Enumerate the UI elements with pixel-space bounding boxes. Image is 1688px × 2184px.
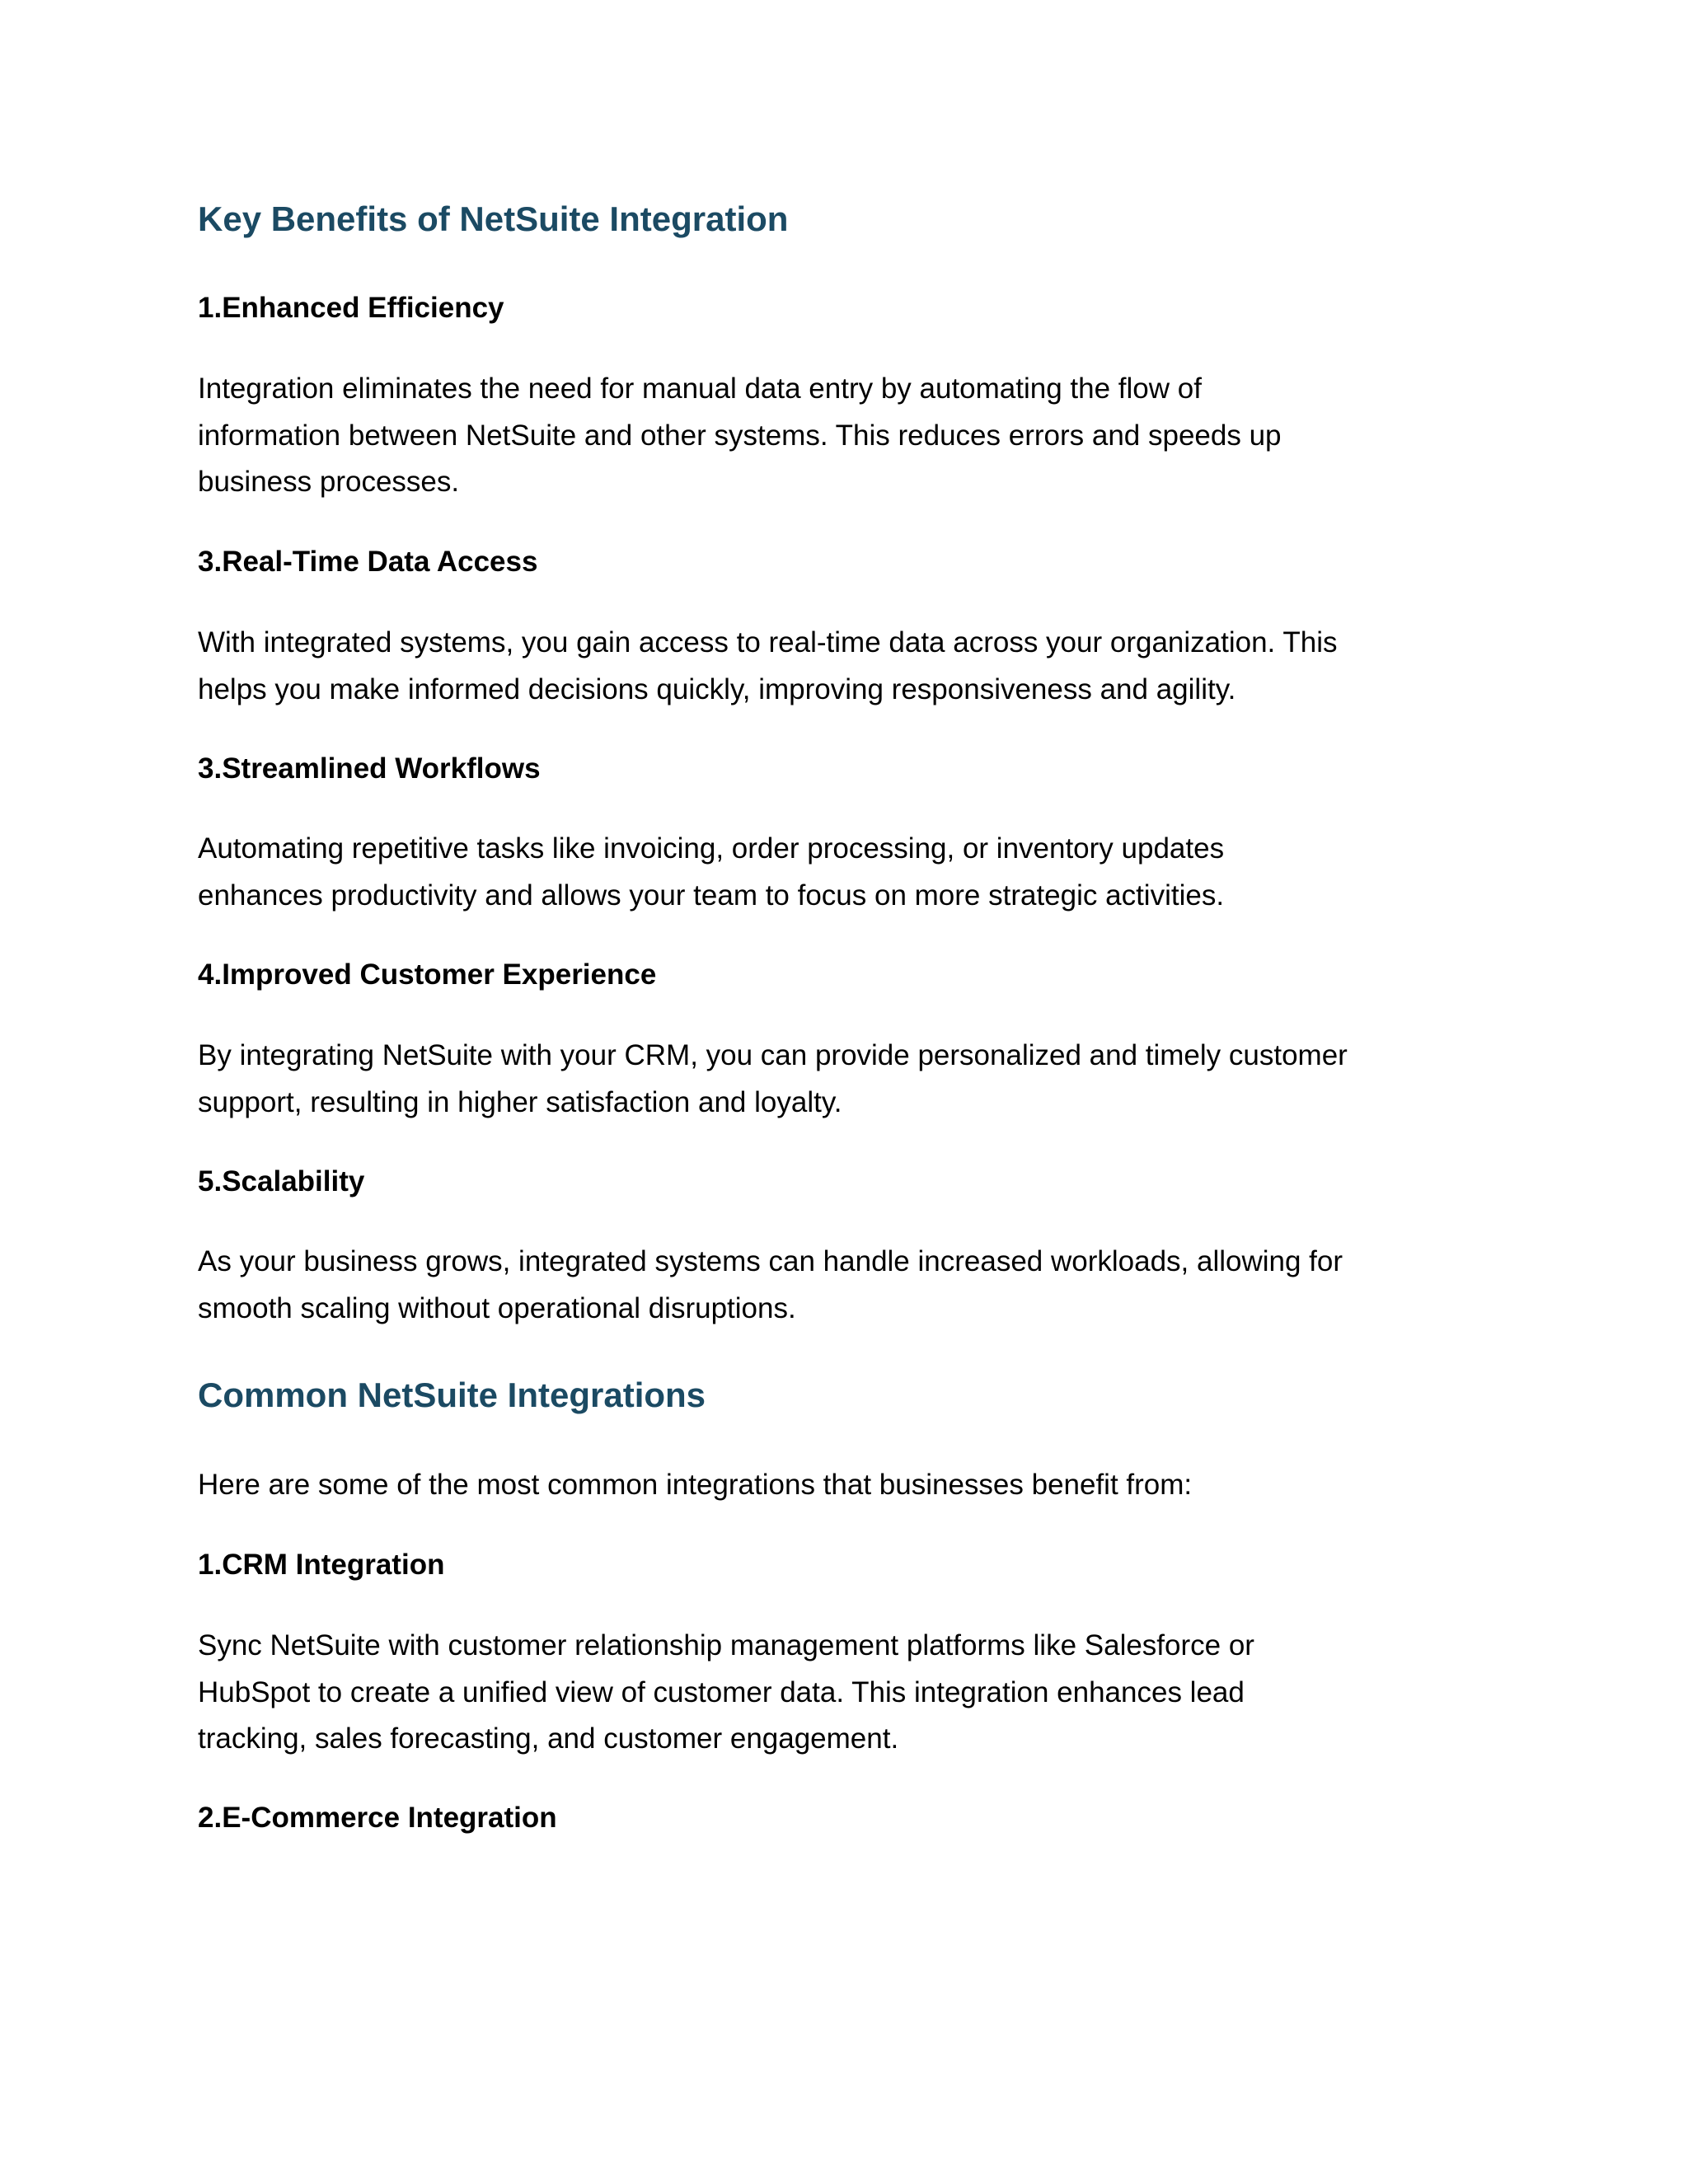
item-title-streamlined-workflows: 3.Streamlined Workflows: [198, 752, 541, 785]
section-heading-key-benefits: Key Benefits of NetSuite Integration: [198, 199, 789, 238]
text-line: enhances productivity and allows your team to focus on more strategic activities.: [198, 879, 1225, 912]
text-line: With integrated systems, you gain access to real-time data across your organization. This: [198, 626, 1338, 658]
text-line: Integration eliminates the need for manual data entry by automating the flow of: [198, 373, 1202, 405]
section-intro: [198, 1462, 1500, 1509]
item-title-real-time-data-access: 3.Real-Time Data Access: [198, 546, 538, 578]
section-heading-common-integrations: Common NetSuite Integrations: [198, 1376, 706, 1414]
text-line: information between NetSuite and other systems. This reduces errors and speeds up: [198, 419, 1282, 452]
text-line: By integrating NetSuite with your CRM, you can provide personalized and timely customer: [198, 1039, 1348, 1071]
item-title-scalability: 5.Scalability: [198, 1165, 365, 1197]
item-body-enhanced-efficiency: [198, 366, 1500, 506]
text-line: Here are some of the most common integrations that businesses benefit from:: [198, 1469, 1193, 1501]
item-body-streamlined-workflows: [198, 826, 1500, 919]
item-title-ecommerce-integration: 2.E-Commerce Integration: [198, 1802, 557, 1834]
item-body-improved-customer-experience: [198, 1033, 1500, 1126]
text-line: tracking, sales forecasting, and customer engagement.: [198, 1722, 899, 1755]
item-title-improved-customer-experience: 4.Improved Customer Experience: [198, 958, 657, 991]
item-title-crm-integration: 1.CRM Integration: [198, 1549, 445, 1581]
item-body-real-time-data-access: [198, 620, 1500, 713]
text-line: support, resulting in higher satisfaction and loyalty.: [198, 1085, 842, 1118]
text-line: HubSpot to create a unified view of customer data. This integration enhances lead: [198, 1675, 1245, 1708]
item-body-scalability: [198, 1239, 1500, 1332]
text-line: business processes.: [198, 466, 460, 498]
item-title-enhanced-efficiency: 1.Enhanced Efficiency: [198, 292, 504, 324]
text-line: smooth scaling without operational disruptions.: [198, 1291, 796, 1324]
text-line: Sync NetSuite with customer relationship management platforms like Salesforce or: [198, 1629, 1254, 1661]
item-body-crm-integration: [198, 1623, 1500, 1763]
text-line: Automating repetitive tasks like invoicing, order processing, or inventory updates: [198, 832, 1225, 865]
text-line: As your business grows, integrated systems can handle increased workloads, allowing for: [198, 1245, 1343, 1277]
text-line: helps you make informed decisions quickly, improving responsiveness and agility.: [198, 673, 1236, 705]
